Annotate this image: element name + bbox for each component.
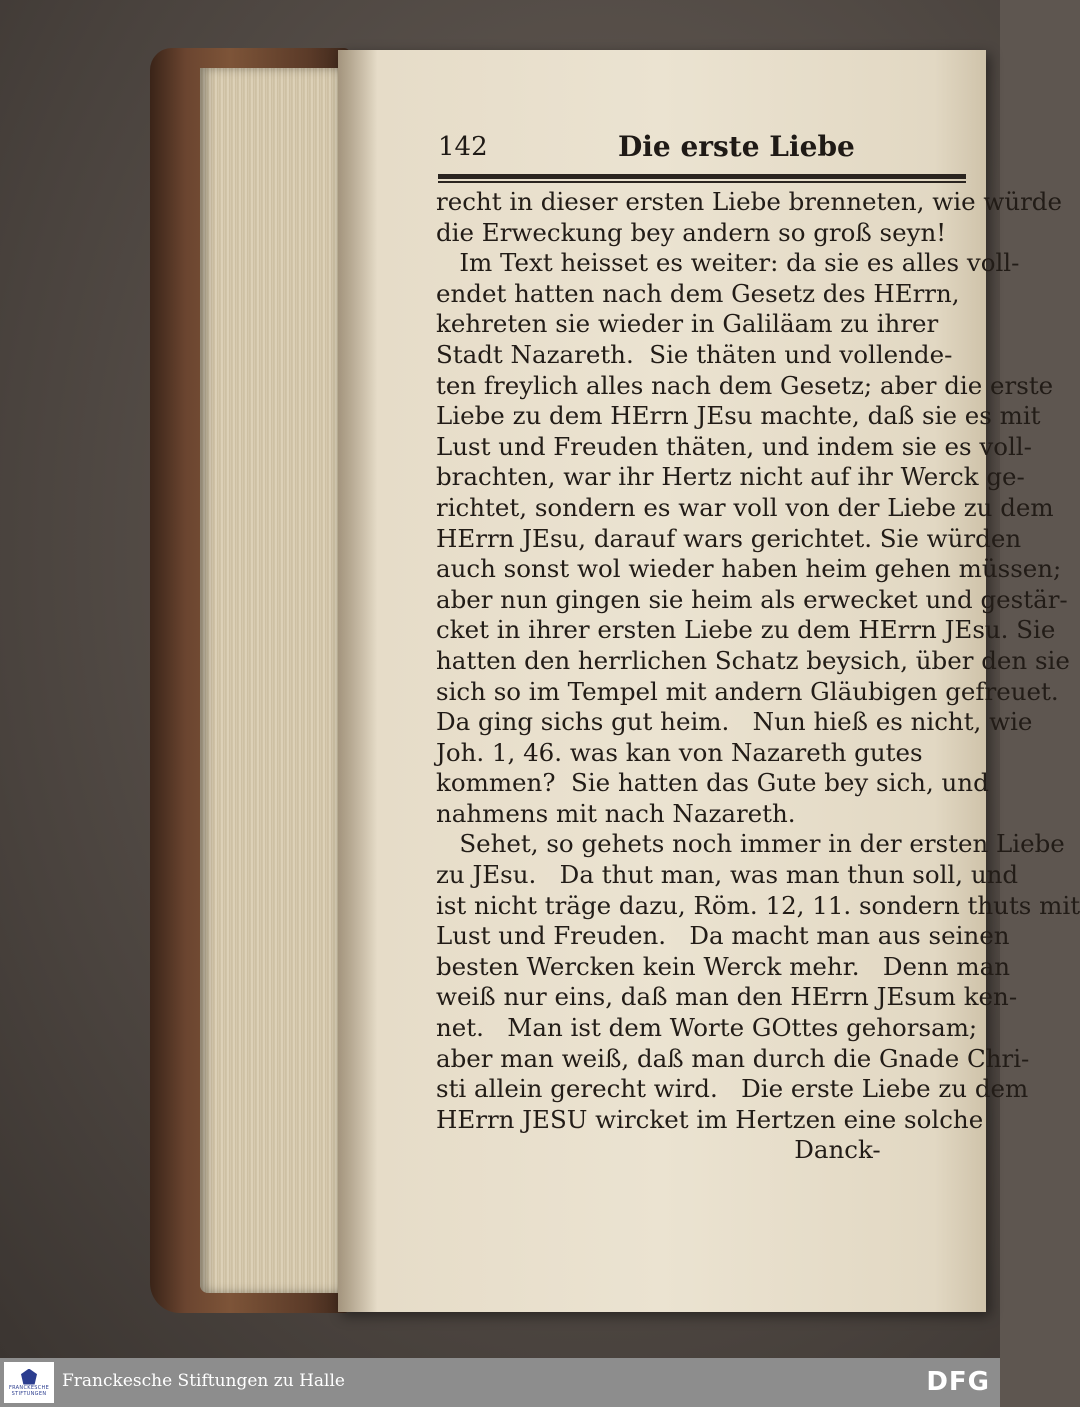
page-text (436, 187, 1080, 1166)
text-line: sich so im Tempel mit andern Gläubigen gefreuet. (436, 676, 1059, 706)
text-line: net. Man ist dem Worte GOttes gehorsam; (436, 1013, 978, 1043)
text-line: HErrn JEsu, darauf wars gerichtet. Sie würden (436, 523, 1022, 553)
text-line: Liebe zu dem HErrn JEsu machte, daß sie es mit (436, 401, 1041, 431)
page-number: 142 (438, 132, 488, 162)
running-title: Die erste Liebe (618, 130, 855, 163)
text-line: weiß nur eins, daß man den HErrn JEsum ken- (436, 982, 1018, 1012)
text-line: ten freylich alles nach dem Gesetz; aber die erste (436, 370, 1054, 400)
text-line: aber nun gingen sie heim als erwecket und gestär- (436, 584, 1068, 614)
institution-name[interactable]: Franckesche Stiftungen zu Halle (62, 1371, 345, 1391)
orphanage-icon (21, 1369, 37, 1385)
text-line: Lust und Freuden. Da macht man aus seinen (436, 921, 1010, 951)
logo-text: FRANCKESCHE STIFTUNGEN (8, 1384, 50, 1397)
text-line: kommen? Sie hatten das Gute bey sich, und (436, 768, 989, 798)
book-page (338, 50, 1080, 1312)
text-line: hatten den herrlichen Schatz beysich, über den sie (436, 645, 1070, 675)
text-line: Lust und Freuden thäten, und indem sie es voll- (436, 431, 1032, 461)
text-line: Da ging sichs gut heim. Nun hieß es nicht, wie (436, 707, 1033, 737)
text-line: zu JEsu. Da thut man, was man thun soll, und (436, 860, 1019, 890)
running-header (438, 130, 978, 170)
text-line: sti allein gerecht wird. Die erste Liebe zu dem (436, 1074, 1029, 1104)
viewer-footer (0, 1358, 1000, 1407)
text-line: Sehet, so gehets noch immer in der ersten Liebe (436, 829, 1065, 859)
dfg-logo[interactable]: DFG (926, 1367, 990, 1397)
text-line: aber man weiß, daß man durch die Gnade Chri- (436, 1043, 1030, 1073)
text-line: HErrn JESU wircket im Hertzen eine solche (436, 1104, 984, 1134)
text-line: Im Text heisset es weiter: da sie es alles voll- (436, 248, 1020, 278)
text-line: die Erweckung bey andern so groß seyn! (436, 217, 947, 247)
text-line: brachten, war ihr Hertz nicht auf ihr Werck ge- (436, 462, 1025, 492)
text-line: endet hatten nach dem Gesetz des HErrn, (436, 278, 960, 308)
header-rule (438, 174, 966, 179)
text-line: kehreten sie wieder in Galiläam zu ihrer (436, 309, 939, 339)
text-line: Joh. 1, 46. was kan von Nazareth gutes (436, 737, 923, 767)
header-rule-thin (438, 181, 966, 183)
text-line: cket in ihrer ersten Liebe zu dem HErrn JEsu. Sie (436, 615, 1056, 645)
text-line: Stadt Nazareth. Sie thäten und vollende- (436, 339, 953, 369)
text-line: Danck- (436, 1135, 881, 1165)
institution-logo[interactable] (4, 1362, 54, 1403)
text-line: richtet, sondern es war voll von der Liebe zu dem (436, 492, 1054, 522)
text-line: ist nicht träge dazu, Röm. 12, 11. sondern thuts mit (436, 890, 1080, 920)
text-line: auch sonst wol wieder haben heim gehen müssen; (436, 554, 1062, 584)
text-line: besten Wercken kein Werck mehr. Denn man (436, 951, 1010, 981)
text-line: nahmens mit nach Nazareth. (436, 798, 796, 828)
text-line: recht in dieser ersten Liebe brenneten, wie würde (436, 187, 1062, 216)
page-edges (200, 68, 348, 1293)
